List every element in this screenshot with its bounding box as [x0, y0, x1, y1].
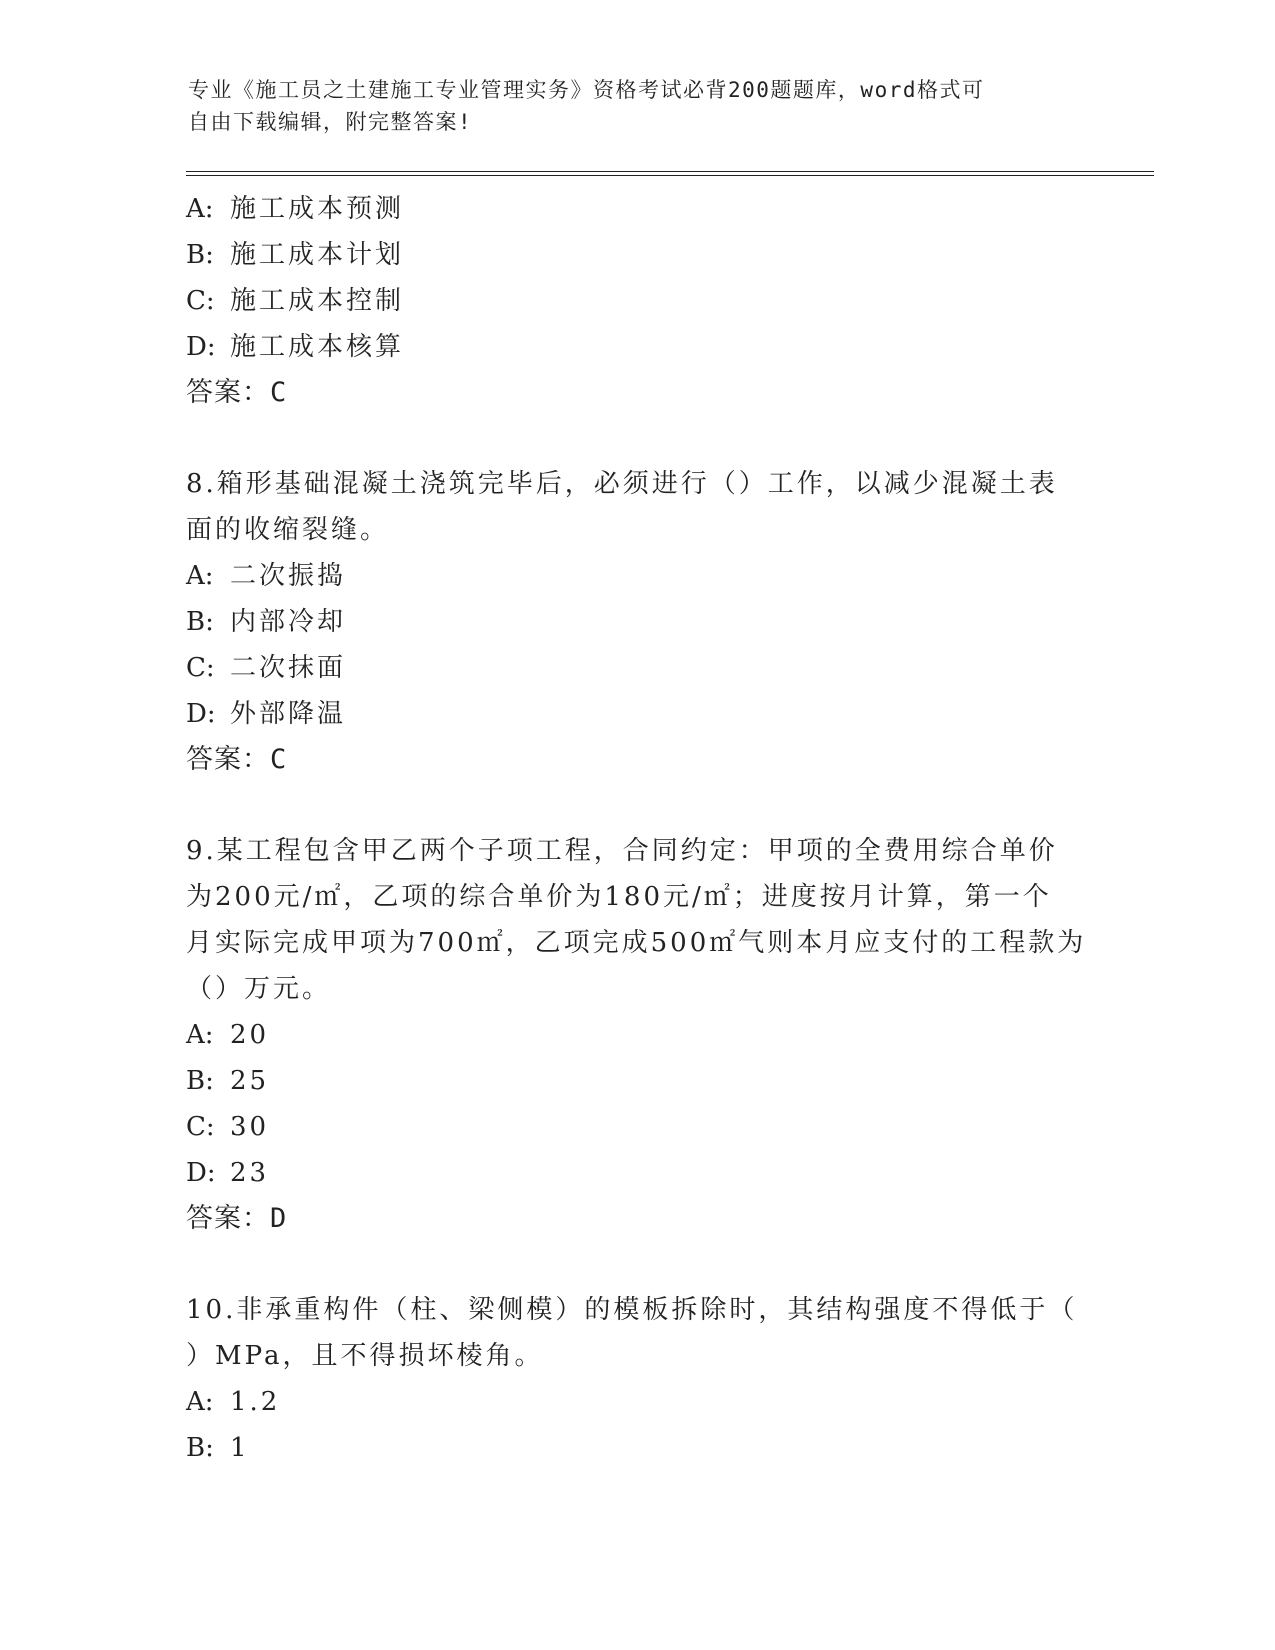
option-a: A: 二次振捣	[186, 561, 347, 591]
answer-line: 答案：C	[186, 377, 288, 408]
question-8	[186, 461, 1086, 783]
question-stem: 9.某工程包含甲乙两个子项工程，合同约定：甲项的全费用综合单价	[186, 836, 1058, 866]
question-stem: 面的收缩裂缝。	[186, 515, 390, 545]
question-stem: （）万元。	[186, 974, 332, 1004]
option-c: C: 二次抹面	[186, 653, 347, 683]
option-c: C: 施工成本控制	[186, 286, 405, 316]
option-a: A: 施工成本预测	[186, 194, 405, 224]
option-b: B: 施工成本计划	[186, 240, 405, 270]
question-9	[186, 828, 1086, 1242]
option-a: A: 20	[186, 1020, 270, 1050]
question-stem: 为200元/㎡，乙项的综合单价为180元/㎡；进度按月计算，第一个	[186, 882, 1052, 912]
question-stem: 10.非承重构件（柱、梁侧模）的模板拆除时，其结构强度不得低于（	[186, 1295, 1078, 1325]
answer-line: 答案：C	[186, 744, 288, 775]
header-line-1: 专业《施工员之土建施工专业管理实务》资格考试必背200题题库，word格式可	[188, 78, 985, 102]
option-d: D: 23	[186, 1158, 270, 1188]
answer-line: 答案：D	[186, 1203, 288, 1234]
option-d: D: 外部降温	[186, 699, 347, 729]
option-b: B: 1	[186, 1433, 250, 1463]
header-rule-top	[186, 171, 1154, 172]
header-rule-bottom	[186, 175, 1154, 176]
question-stem: 月实际完成甲项为700㎡，乙项完成500㎡气则本月应支付的工程款为	[186, 928, 1087, 958]
option-b: B: 内部冷却	[186, 607, 347, 637]
question-7	[186, 186, 1086, 416]
option-d: D: 施工成本核算	[186, 332, 405, 362]
question-10	[186, 1287, 1086, 1471]
question-content	[186, 186, 1086, 1471]
question-stem: 8.箱形基础混凝土浇筑完毕后，必须进行（）工作，以减少混凝土表	[186, 469, 1058, 499]
header-line-2: 自由下载编辑，附完整答案!	[188, 110, 473, 134]
option-c: C: 30	[186, 1112, 270, 1142]
document-header	[188, 74, 1068, 138]
option-b: B: 25	[186, 1066, 270, 1096]
question-stem: ）MPa，且不得损坏棱角。	[186, 1341, 544, 1371]
option-a: A: 1.2	[186, 1387, 281, 1417]
